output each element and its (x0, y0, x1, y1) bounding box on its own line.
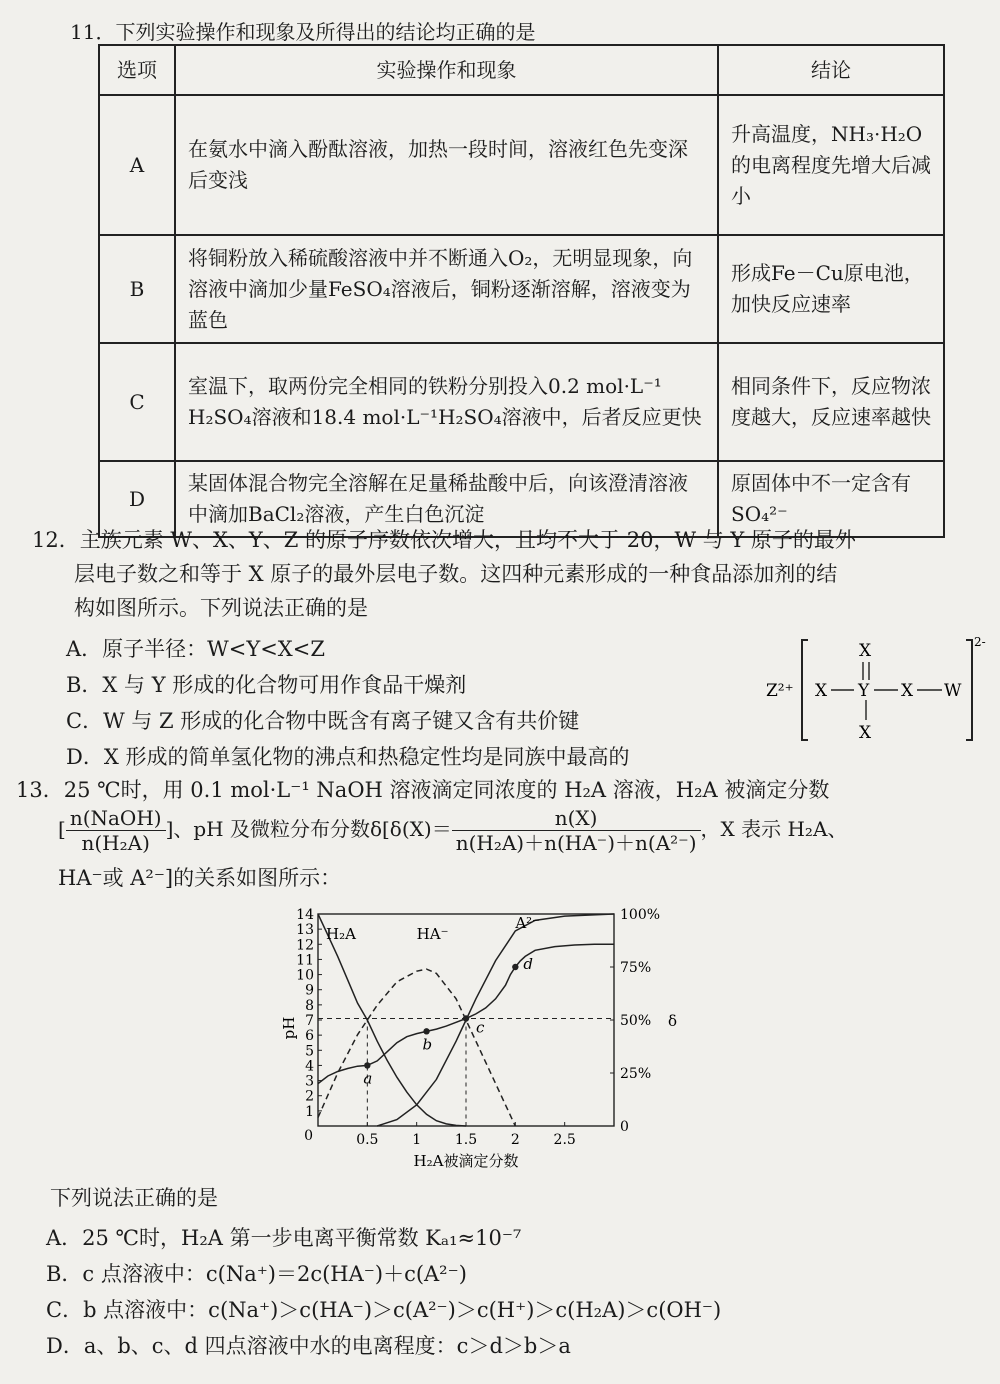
y2-tick-label: 100% (620, 907, 661, 923)
y-tick-label: 13 (296, 922, 314, 939)
y-tick-label: 6 (305, 1028, 314, 1045)
q13-stem-line2-end: ，X 表示 H₂A、 (700, 817, 848, 841)
table-row (99, 95, 944, 235)
q11-header-row (99, 45, 944, 95)
q12-stem-line2: 层电子数之和等于 X 原子的最外层电子数。这四种元素形成的一种食品添加剂的结 (74, 562, 838, 586)
curve-label-a2: A²⁻ (515, 914, 541, 932)
row-operation: 室温下，取两份完全相同的铁粉分别投入0.2 mol·L⁻¹ H₂SO₄溶液和18.4 mol·L⁻¹H₂SO₄溶液中，后者反应更快 (175, 343, 718, 461)
header-conclusion: 结论 (718, 45, 944, 95)
q11-title: 11．下列实验操作和现象及所得出的结论均正确的是 (70, 20, 536, 44)
curve-label-h2a: H₂A (326, 925, 356, 943)
table-row (99, 343, 944, 461)
y-tick-label: 4 (305, 1058, 314, 1075)
row-operation: 某固体混合物完全溶解在足量稀盐酸中后，向该澄清溶液中滴加BaCl₂溶液，产生白色沉淀 (175, 461, 718, 537)
x-tick-label: 2.5 (553, 1132, 576, 1148)
q12-option-a: A．原子半径：W<Y<X<Z (66, 637, 325, 661)
data-point (423, 1028, 429, 1034)
y2-tick-label: 50% (620, 1013, 652, 1029)
q11-table (98, 44, 945, 538)
table-row (99, 461, 944, 537)
struct-x-top: X (859, 641, 872, 661)
y2-tick-label: 25% (620, 1066, 652, 1082)
row-conclusion: 升高温度，NH₃·H₂O的电离程度先增大后减小 (718, 95, 944, 235)
y-tick-label: 12 (296, 937, 314, 954)
q13-prompt: 下列说法正确的是 (50, 1186, 218, 1210)
struct-cation: Z²⁺ (766, 681, 794, 701)
point-label: d (523, 955, 533, 973)
y-tick-label: 14 (296, 907, 314, 923)
y-tick-label: 10 (296, 967, 314, 984)
right-bracket (966, 640, 972, 740)
struct-y-center: Y (858, 681, 870, 701)
row-conclusion: 形成Fe－Cu原电池，加快反应速率 (718, 235, 944, 343)
y-tick-label: 1 (305, 1103, 314, 1120)
row-operation: 将铜粉放入稀硫酸溶液中并不断通入O₂，无明显现象，向溶液中滴加少量FeSO₄溶液后，铜粉逐渐溶解，溶液变为蓝色 (175, 235, 718, 343)
row-option: B (99, 235, 175, 343)
struct-x-bottom: X (859, 723, 872, 743)
x-tick-label: 0.5 (356, 1132, 379, 1148)
point-label: b (422, 1035, 433, 1054)
q12-option-c: C．W 与 Z 形成的化合物中既含有离子键又含有共价键 (66, 709, 580, 733)
q13-stem-line2 (58, 806, 847, 855)
struct-charge: 2- (974, 635, 986, 649)
point-label: a (363, 1069, 373, 1088)
series-line (377, 914, 614, 1126)
q12-stem-line3: 构如图所示。下列说法正确的是 (74, 596, 368, 620)
fraction-numerator: n(X) (452, 806, 701, 831)
x-tick-label: 1.5 (454, 1132, 478, 1148)
y-tick-label: 8 (305, 997, 314, 1014)
fraction-denominator: n(H₂A) (81, 831, 150, 855)
q12-structure-diagram (760, 630, 990, 750)
q13-stem-line2-mid: ]、pH 及微粒分布分数δ[δ(X)＝ (165, 817, 452, 841)
curve-label-ha: HA⁻ (416, 925, 449, 943)
q13-option-a: A．25 ℃时，H₂A 第一步电离平衡常数 Kₐ₁≈10⁻⁷ (46, 1226, 522, 1250)
row-option: C (99, 343, 175, 461)
data-point (463, 1015, 469, 1021)
fraction-titration (66, 806, 166, 855)
series-line (318, 969, 515, 1126)
header-operation: 实验操作和现象 (175, 45, 718, 95)
y2-tick-label: 75% (620, 960, 652, 976)
y-tick-label: 5 (305, 1043, 314, 1060)
y-tick-label: 11 (296, 952, 314, 969)
struct-w: W (944, 681, 962, 701)
x-axis-label: H₂A被滴定分数 (413, 1152, 519, 1170)
row-option: D (99, 461, 175, 537)
fraction-denominator: n(H₂A)＋n(HA⁻)＋n(A²⁻) (455, 831, 697, 855)
y-tick-label: 7 (305, 1013, 314, 1029)
titration-chart (280, 900, 678, 1185)
point-label: c (476, 1018, 485, 1037)
row-conclusion: 相同条件下，反应物浓度越大，反应速率越快 (718, 343, 944, 461)
left-bracket-char: [ (58, 817, 66, 841)
series-line (318, 944, 614, 1083)
q12-option-b: B．X 与 Y 形成的化合物可用作食品干燥剂 (66, 673, 467, 697)
q13-stem-line3: HA⁻或 A²⁻]的关系如图所示： (58, 866, 342, 890)
y-axis-label: pH (280, 1016, 298, 1040)
y2-axis-label: δ (668, 1012, 678, 1030)
row-conclusion: 原固体中不一定含有SO₄²⁻ (718, 461, 944, 537)
header-option: 选项 (99, 45, 175, 95)
q12-option-d: D．X 形成的简单氢化物的沸点和热稳定性均是同族中最高的 (66, 745, 630, 769)
y-tick-label: 2 (305, 1088, 314, 1105)
row-operation: 在氨水中滴入酚酞溶液，加热一段时间，溶液红色先变深后变浅 (175, 95, 718, 235)
x-tick-label: 1 (412, 1132, 422, 1148)
fraction-numerator: n(NaOH) (66, 806, 166, 831)
series-line (318, 914, 466, 1126)
q12-stem-line1: 12．主族元素 W、X、Y、Z 的原子序数依次增大，且均不大于 20，W 与 Y 原子的最外 (32, 528, 856, 552)
data-point (364, 1062, 370, 1068)
q13-option-d: D．a、b、c、d 四点溶液中水的电离程度：c＞d＞b＞a (46, 1334, 571, 1358)
struct-x-right: X (901, 681, 914, 701)
y-tick-label: 3 (305, 1073, 314, 1090)
origin-label: 0 (304, 1128, 313, 1144)
y2-tick-label: 0 (620, 1119, 629, 1135)
row-option: A (99, 95, 175, 235)
q13-option-b: B．c 点溶液中：c(Na⁺)＝2c(HA⁻)＋c(A²⁻) (46, 1262, 467, 1286)
y-tick-label: 9 (305, 982, 314, 999)
left-bracket (802, 640, 808, 740)
q13-option-c: C．b 点溶液中：c(Na⁺)＞c(HA⁻)＞c(A²⁻)＞c(H⁺)＞c(H₂A)＞c(OH⁻) (46, 1298, 722, 1322)
x-tick-label: 2 (510, 1132, 520, 1148)
q13-stem-line1: 13．25 ℃时，用 0.1 mol·L⁻¹ NaOH 溶液滴定同浓度的 H₂A 溶液，H₂A 被滴定分数 (16, 778, 830, 802)
struct-x-left: X (815, 681, 828, 701)
data-point (512, 964, 518, 970)
table-row (99, 235, 944, 343)
fraction-distribution (452, 806, 701, 855)
